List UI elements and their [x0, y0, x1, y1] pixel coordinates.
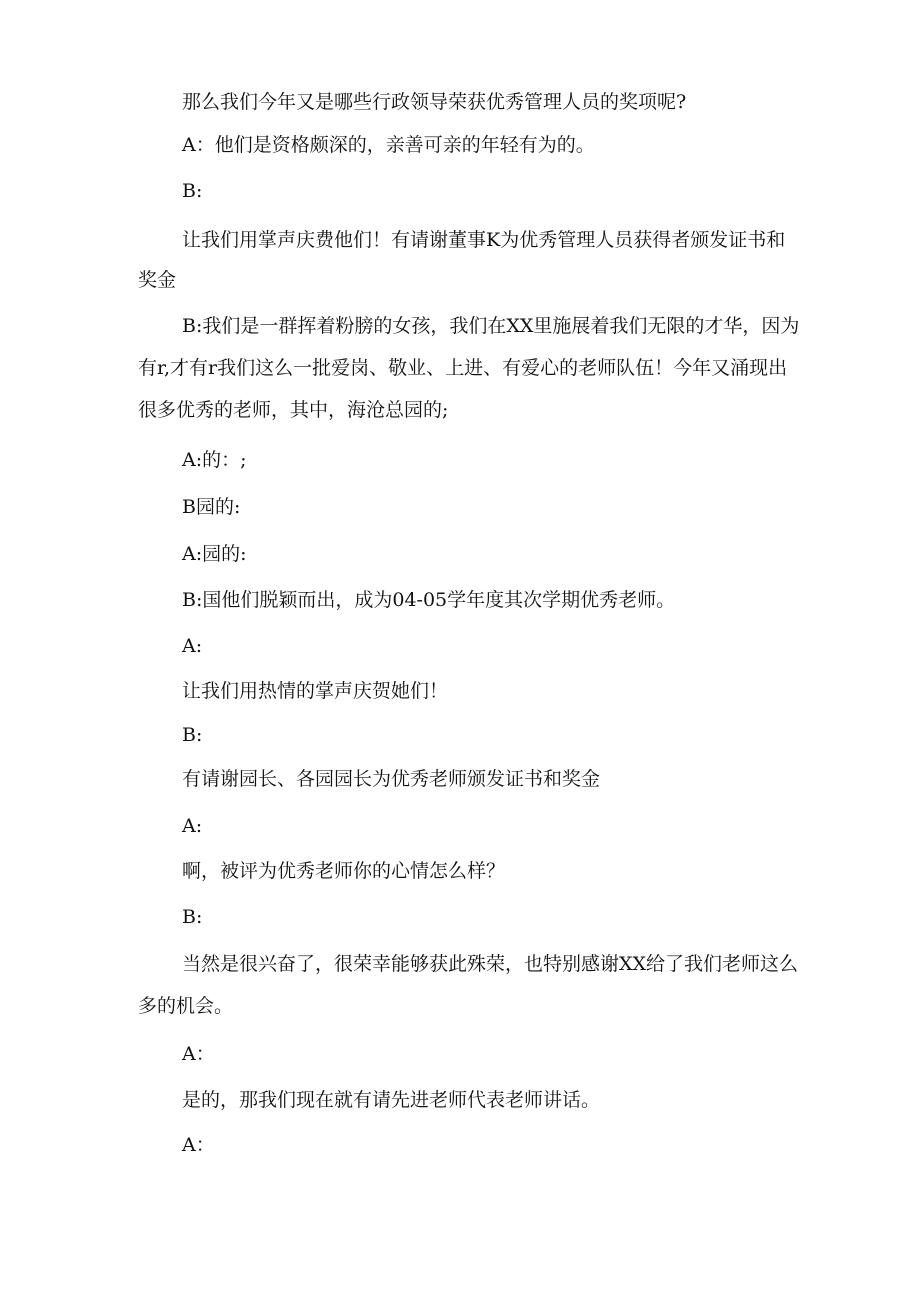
text-line: 啊，被评为优秀老师你的心情怎么样？	[182, 860, 506, 882]
text-line: 那么我们今年又是哪些行政领导荣获优秀管理人员的奖项呢?	[182, 91, 687, 113]
text-line: 奖金	[138, 269, 177, 291]
text-line: A：	[182, 1134, 215, 1156]
text-line: A:	[182, 635, 203, 657]
text-line: B:	[182, 906, 203, 928]
text-line: B:	[182, 724, 203, 746]
text-line: 让我们用掌声庆费他们！有请谢董事K为优秀管理人员获得者颁发证书和	[182, 229, 786, 251]
text-line: 多的机会。	[138, 995, 234, 1017]
text-line: B园的:	[182, 496, 241, 518]
text-line: B:我们是一群挥着粉膀的女孩，我们在XX里施展着我们无限的才华，因为	[182, 315, 800, 337]
text-line: 很多优秀的老师，其中，海沧总园的;	[138, 399, 449, 421]
text-line: A:	[182, 815, 203, 837]
text-line: A：他们是资格颇深的，亲善可亲的年轻有为的。	[182, 134, 595, 156]
text-line: A:的：;	[182, 449, 247, 471]
text-line: B:	[182, 180, 203, 202]
text-line: 有r,才有r我们这么一批爱岗、敬业、上进、有爱心的老师队伍！今年又涌现出	[138, 357, 788, 379]
text-line: 当然是很兴奋了，很荣幸能够获此殊荣，也特别感谢XX给了我们老师这么	[182, 953, 799, 975]
text-line: 有请谢园长、各园园长为优秀老师颁发证书和奖金	[182, 768, 601, 790]
text-line: 是的，那我们现在就有请先进老师代表老师讲话。	[182, 1089, 601, 1111]
text-line: A：	[182, 1043, 215, 1065]
text-line: A:园的:	[182, 543, 247, 565]
text-line: B:国他们脱颖而出，成为04-05学年度其次学期优秀老师。	[182, 589, 676, 611]
text-line: 让我们用热情的掌声庆贺她们！	[182, 680, 449, 702]
